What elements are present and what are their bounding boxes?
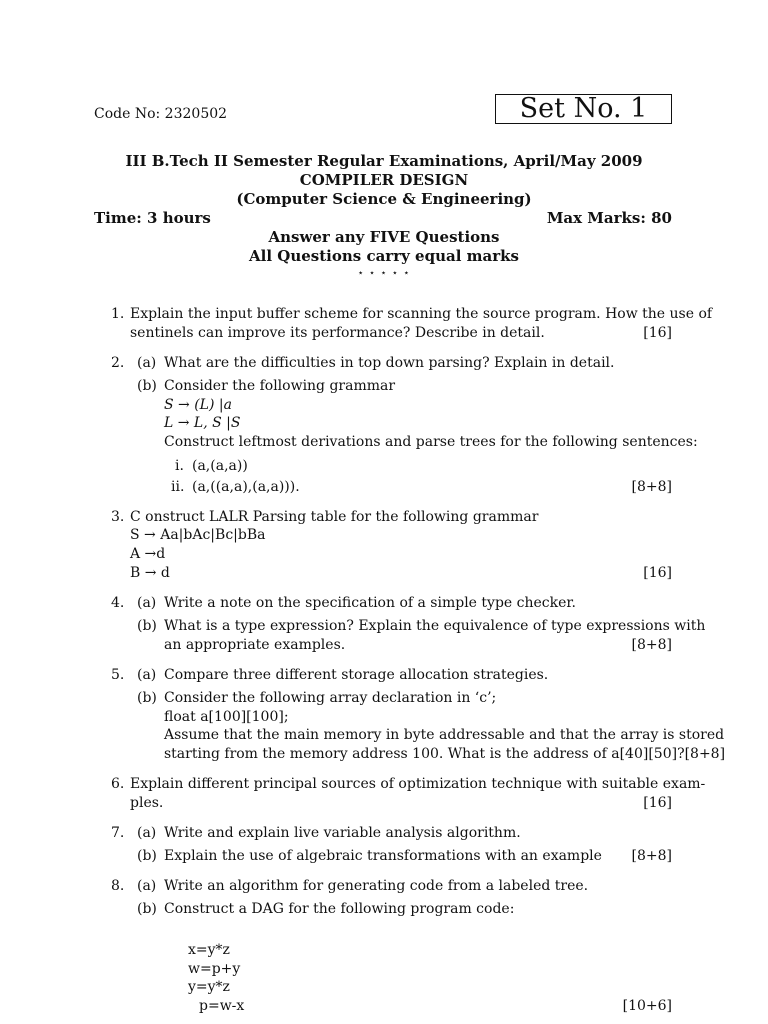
- max-marks: Max Marks: 80: [546, 209, 672, 227]
- question-marks: [16]: [643, 565, 672, 581]
- grammar-rule: A →d: [130, 546, 166, 562]
- part-label: (b): [137, 618, 157, 634]
- part-label: (a): [137, 667, 157, 683]
- question-number: 7.: [111, 825, 125, 841]
- question-number: 4.: [111, 595, 125, 611]
- grammar-rule: S → (L) |a: [164, 397, 232, 413]
- branch-title: (Computer Science & Engineering): [236, 190, 532, 208]
- grammar-rule: L → L, S |S: [164, 415, 241, 431]
- part-text: Write and explain live variable analysis algorithm.: [164, 825, 521, 841]
- part-label: (a): [137, 355, 157, 371]
- part-label: (b): [137, 378, 157, 394]
- part-text: starting from the memory address 100. What is the address of a[40][50]?[8+8]: [164, 746, 726, 762]
- part-text: What are the difficulties in top down parsing? Explain in detail.: [164, 355, 615, 371]
- part-label: (b): [137, 848, 157, 864]
- part-label: (a): [137, 825, 157, 841]
- question-marks: [16]: [643, 325, 672, 341]
- question-number: 1.: [111, 306, 125, 322]
- code-line: w=p+y: [188, 961, 241, 977]
- part-text: Explain the use of algebraic transformations with an example: [164, 848, 602, 864]
- question-marks: [16]: [643, 795, 672, 811]
- part-label: (b): [137, 690, 157, 706]
- question-text: Explain different principal sources of optimization technique with suitable exam-: [130, 776, 706, 792]
- subject-title: COMPILER DESIGN: [299, 171, 469, 189]
- exam-title: III B.Tech II Semester Regular Examinations, April/May 2009: [125, 152, 643, 170]
- code-number: Code No: 2320502: [94, 106, 228, 122]
- part-label: (a): [137, 595, 157, 611]
- code-line: p=w-x: [199, 998, 245, 1014]
- question-number: 3.: [111, 509, 125, 525]
- code-line: x=y*z: [188, 942, 230, 958]
- stars-divider: ⋆ ⋆ ⋆ ⋆ ⋆: [357, 268, 411, 279]
- part-label: (a): [137, 878, 157, 894]
- subpart-label: i.: [175, 458, 184, 474]
- part-text: an appropriate examples.: [164, 637, 346, 653]
- subpart-text: (a,(a,a)): [192, 458, 248, 474]
- subpart-text: (a,((a,a),(a,a))).: [192, 479, 300, 495]
- part-text: Write a note on the specification of a simple type checker.: [164, 595, 577, 611]
- question-marks: [8+8]: [631, 848, 672, 864]
- question-text: Explain the input buffer scheme for scanning the source program. How the use of: [130, 306, 713, 322]
- instruction-five-questions: Answer any FIVE Questions: [268, 228, 500, 246]
- part-text: What is a type expression? Explain the equivalence of type expressions with: [164, 618, 706, 634]
- code-line: y=y*z: [188, 979, 230, 995]
- question-number: 6.: [111, 776, 125, 792]
- part-text: Construct a DAG for the following program code:: [164, 901, 515, 917]
- part-text: Assume that the main memory in byte addressable and that the array is stored: [164, 727, 725, 743]
- question-marks: [8+8]: [631, 479, 672, 495]
- grammar-rule: S → Aa|bAc|Bc|bBa: [130, 527, 266, 543]
- question-text: ples.: [130, 795, 164, 811]
- subpart-label: ii.: [171, 479, 185, 495]
- part-text: Consider the following grammar: [164, 378, 396, 394]
- part-text: float a[100][100];: [164, 709, 289, 725]
- question-number: 5.: [111, 667, 125, 683]
- part-text: Construct leftmost derivations and parse trees for the following sentences:: [164, 434, 698, 450]
- grammar-rule: B → d: [130, 565, 170, 581]
- question-text: C onstruct LALR Parsing table for the following grammar: [130, 509, 539, 525]
- question-number: 2.: [111, 355, 125, 371]
- instruction-equal-marks: All Questions carry equal marks: [249, 247, 519, 265]
- question-text: sentinels can improve its performance? Describe in detail.: [130, 325, 545, 341]
- question-marks: [8+8]: [631, 637, 672, 653]
- exam-time: Time: 3 hours: [94, 209, 211, 227]
- part-label: (b): [137, 901, 157, 917]
- question-marks: [10+6]: [622, 998, 672, 1014]
- part-text: Compare three different storage allocation strategies.: [164, 667, 549, 683]
- part-text: Consider the following array declaration in ‘c’;: [164, 690, 497, 706]
- part-text: Write an algorithm for generating code from a labeled tree.: [164, 878, 589, 894]
- set-number-box: Set No. 1: [495, 94, 672, 124]
- question-number: 8.: [111, 878, 125, 894]
